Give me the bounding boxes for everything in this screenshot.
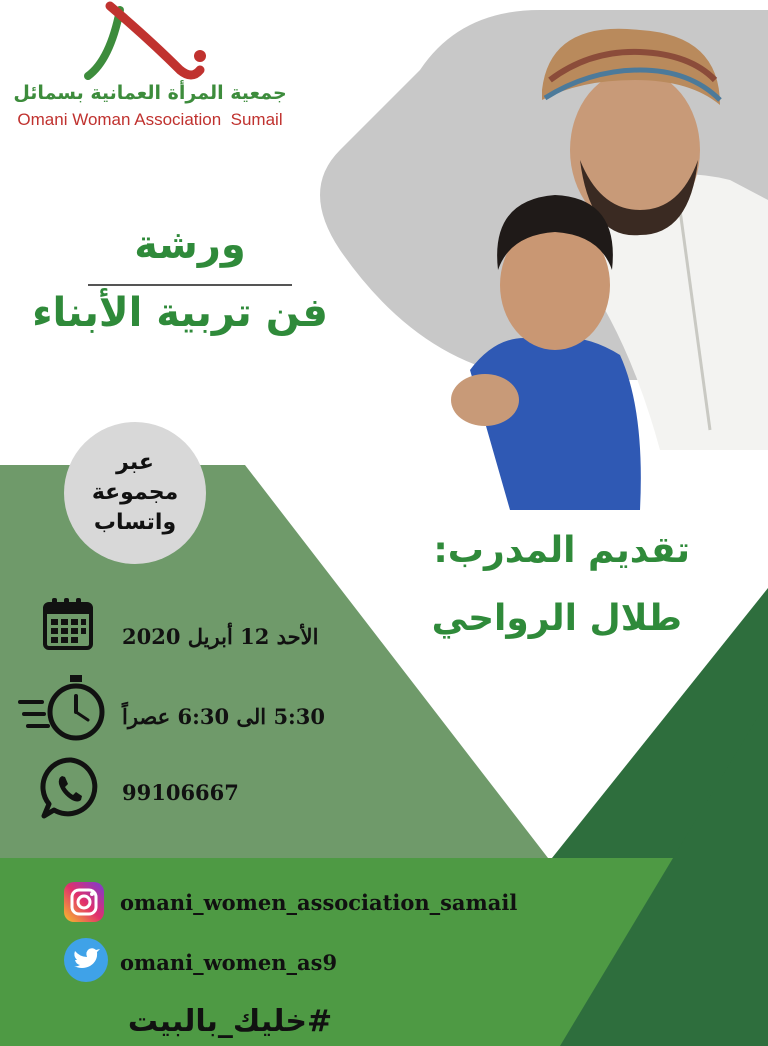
venue-line-2: مجموعة — [91, 480, 179, 505]
title-divider — [88, 284, 292, 286]
date-row — [18, 596, 348, 666]
whatsapp-icon — [40, 756, 102, 820]
organization-logo — [0, 0, 300, 140]
organization-name-english: Omani Woman Association Sumail — [17, 110, 283, 129]
time-text: 5:30 الى 6:30 عصراً — [122, 704, 326, 729]
twitter-handle[interactable]: omani_women_as9 — [120, 950, 338, 975]
workshop-title: فن تربية الأبناء — [32, 290, 328, 336]
date-text: الأحد 12 أبريل 2020 — [122, 624, 319, 649]
workshop-label: ورشة — [134, 222, 246, 268]
logo-mark-icon — [80, 0, 220, 82]
venue-bubble — [64, 422, 206, 564]
stopwatch-icon — [18, 672, 110, 744]
venue-line-1: عبر — [116, 450, 154, 475]
venue-line-3: واتساب — [93, 510, 177, 535]
twitter-row[interactable] — [62, 936, 542, 984]
phone-row — [18, 756, 348, 826]
trainer-photo — [430, 10, 768, 530]
instagram-icon[interactable] — [62, 880, 106, 924]
instagram-handle[interactable]: omani_women_association_samail — [120, 890, 518, 915]
calendar-icon — [42, 596, 94, 652]
trainer-label: تقديم المدرب: — [433, 530, 690, 571]
organization-name-arabic: جمعية المرأة العمانية بسمائل — [13, 82, 287, 104]
hashtag-text: #خليك_بالبيت — [127, 1004, 333, 1039]
phone-number: 99106667 — [122, 780, 239, 805]
time-row — [18, 672, 348, 742]
trainer-name: طلال الرواحي — [431, 598, 682, 639]
twitter-icon[interactable] — [62, 936, 110, 984]
instagram-row[interactable] — [62, 880, 542, 928]
